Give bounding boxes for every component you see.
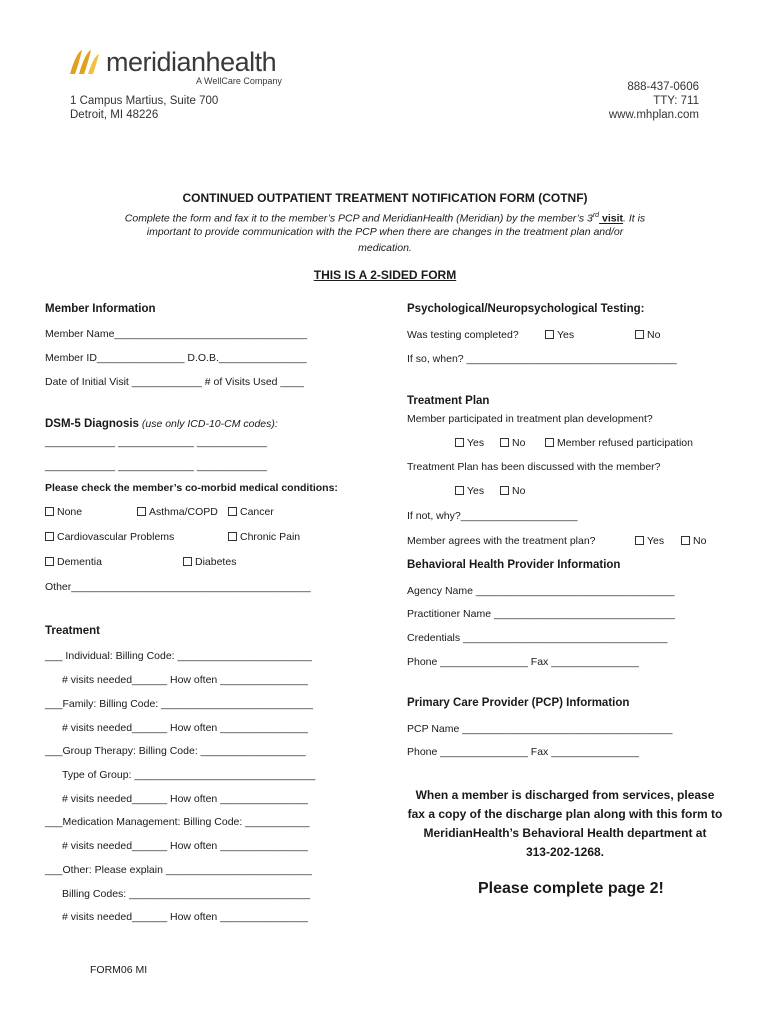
address-line-1: 1 Campus Martius, Suite 700 <box>70 95 219 107</box>
intro-text-end: . It is <box>623 212 646 225</box>
comorbid-other-field[interactable]: Other_________________________________________ <box>45 581 311 593</box>
intro-visit-emphasis: visit <box>599 212 624 225</box>
treatment-group-visits-field[interactable]: # visits needed______ How often _______________ <box>62 793 308 805</box>
checkbox-icon <box>545 330 554 339</box>
provider-heading: Behavioral Health Provider Information <box>407 559 621 571</box>
checkbox-label: Cardiovascular Problems <box>57 531 175 543</box>
checkbox-icon <box>635 536 644 545</box>
treatment-individual-visits-field[interactable]: # visits needed______ How often _______________ <box>62 674 308 686</box>
plan-discussed-question: Treatment Plan has been discussed with the member? <box>407 461 661 473</box>
meridian-logo-icon <box>66 46 106 78</box>
address-line-2: Detroit, MI 48226 <box>70 109 159 121</box>
plan-discussed-yes-checkbox[interactable] <box>455 485 484 497</box>
discharge-line-1: When a member is discharged from services, please <box>415 788 715 802</box>
discharge-line-2: fax a copy of the discharge plan along with this form to <box>407 807 723 821</box>
member-name-field[interactable]: Member Name_________________________________ <box>45 328 308 340</box>
treatment-family-visits-field[interactable]: # visits needed______ How often _______________ <box>62 722 308 734</box>
logo-text-meridian: meridian <box>106 47 206 77</box>
plan-participation-question: Member participated in treatment plan development? <box>407 413 653 425</box>
form-code: FORM06 MI <box>90 964 148 976</box>
website-link[interactable]: www.mhplan.com <box>608 109 699 121</box>
form-title: CONTINUED OUTPATIENT TREATMENT NOTIFICATION FORM (COTNF) <box>182 191 588 205</box>
logo-text-health: health <box>205 47 277 77</box>
checkbox-label: Dementia <box>57 556 102 568</box>
checkbox-icon <box>455 486 464 495</box>
testing-question: Was testing completed? <box>407 329 519 341</box>
checkbox-label: No <box>693 535 707 547</box>
checkbox-icon <box>500 438 509 447</box>
treatment-other-field[interactable]: ___Other: Please explain _________________________ <box>45 864 312 876</box>
checkbox-icon <box>545 438 554 447</box>
comorbid-cardio-checkbox[interactable] <box>45 531 174 543</box>
member-info-heading: Member Information <box>45 303 156 315</box>
checkbox-label: None <box>57 506 83 518</box>
testing-yes-checkbox[interactable] <box>545 329 574 341</box>
checkbox-icon <box>228 507 237 516</box>
testing-when-field[interactable]: If so, when? ____________________________________ <box>407 353 677 365</box>
testing-heading: Psychological/Neuropsychological Testing: <box>407 303 645 315</box>
discharge-line-3: MeridianHealth’s Behavioral Health department at <box>423 826 707 840</box>
checkbox-label: Member refused participation <box>557 437 693 449</box>
checkbox-label: No <box>647 329 661 341</box>
tty-number: TTY: 711 <box>653 95 699 107</box>
discharge-notice <box>400 786 730 862</box>
treatment-plan-heading: Treatment Plan <box>407 395 490 407</box>
checkbox-label: Diabetes <box>195 556 237 568</box>
complete-page-2-notice: Please complete page 2! <box>478 880 664 897</box>
intro-text: Complete the form and fax it to the member’s PCP and MeridianHealth (Meridian) by the member’s 3 <box>124 212 593 225</box>
checkbox-label: Yes <box>647 535 665 547</box>
checkbox-icon <box>137 507 146 516</box>
plan-agree-no-checkbox[interactable] <box>681 535 706 547</box>
provider-agency-field[interactable]: Agency Name __________________________________ <box>407 585 675 597</box>
plan-why-field[interactable]: If not, why?____________________ <box>407 510 578 522</box>
checkbox-icon <box>45 557 54 566</box>
checkbox-icon <box>635 330 644 339</box>
plan-agree-yes-checkbox[interactable] <box>635 535 664 547</box>
provider-phone-fax-field[interactable]: Phone _______________ Fax _______________ <box>407 656 639 668</box>
checkbox-icon <box>45 532 54 541</box>
plan-discussed-no-checkbox[interactable] <box>500 485 525 497</box>
initial-visit-field[interactable]: Date of Initial Visit ____________ # of Visits Used ____ <box>45 376 304 388</box>
checkbox-icon <box>45 507 54 516</box>
member-id-dob-field[interactable]: Member ID_______________ D.O.B._______________ <box>45 352 307 364</box>
treatment-group-field[interactable]: ___Group Therapy: Billing Code: __________________ <box>45 745 306 757</box>
checkbox-label: Yes <box>467 437 485 449</box>
treatment-group-type-field[interactable]: Type of Group: _______________________________ <box>62 769 316 781</box>
treatment-medication-field[interactable]: ___Medication Management: Billing Code: ___________ <box>45 816 310 828</box>
plan-participation-no-checkbox[interactable] <box>500 437 525 449</box>
treatment-other-visits-field[interactable]: # visits needed______ How often _______________ <box>62 911 308 923</box>
plan-participation-yes-checkbox[interactable] <box>455 437 484 449</box>
logo-tagline: A WellCare Company <box>196 76 282 86</box>
treatment-heading: Treatment <box>45 625 100 637</box>
provider-credentials-field[interactable]: Credentials ___________________________________ <box>407 632 668 644</box>
comorbid-asthma-checkbox[interactable] <box>137 506 218 518</box>
comorbid-pain-checkbox[interactable] <box>228 531 300 543</box>
plan-agree-question: Member agrees with the treatment plan? <box>407 535 596 547</box>
logo-wordmark <box>106 47 276 78</box>
checkbox-label: No <box>512 485 526 497</box>
provider-practitioner-field[interactable]: Practitioner Name _______________________________ <box>407 608 675 620</box>
checkbox-icon <box>455 438 464 447</box>
treatment-individual-field[interactable]: ___ Individual: Billing Code: _______________________ <box>45 650 312 662</box>
treatment-medication-visits-field[interactable]: # visits needed______ How often _______________ <box>62 840 308 852</box>
phone-number: 888-437-0606 <box>627 81 699 93</box>
comorbid-none-checkbox[interactable] <box>45 506 82 518</box>
comorbid-dementia-checkbox[interactable] <box>45 556 102 568</box>
pcp-phone-fax-field[interactable]: Phone _______________ Fax _______________ <box>407 746 639 758</box>
intro-line-3: medication. <box>358 242 412 254</box>
checkbox-label: Cancer <box>240 506 274 518</box>
dsm-note: (use only ICD-10-CM codes): <box>138 418 278 430</box>
comorbid-cancer-checkbox[interactable] <box>228 506 274 518</box>
checkbox-icon <box>681 536 690 545</box>
checkbox-label: No <box>512 437 526 449</box>
checkbox-icon <box>500 486 509 495</box>
intro-superscript: rd <box>592 212 600 219</box>
comorbid-heading: Please check the member’s co-morbid medical conditions: <box>45 482 338 494</box>
checkbox-icon <box>228 532 237 541</box>
dsm-codes-row-2[interactable]: ____________ _____________ ____________ <box>45 460 267 472</box>
checkbox-label: Yes <box>467 485 485 497</box>
checkbox-label: Yes <box>557 329 575 341</box>
two-sided-notice: THIS IS A 2-SIDED FORM <box>313 268 457 282</box>
dsm-heading <box>45 418 278 430</box>
treatment-family-field[interactable]: ___Family: Billing Code: __________________________ <box>45 698 313 710</box>
treatment-other-codes-field[interactable]: Billing Codes: _______________________________ <box>62 888 311 900</box>
dsm-codes-row-1[interactable]: ____________ _____________ ____________ <box>45 436 267 448</box>
dsm-heading-label: DSM-5 Diagnosis <box>45 418 139 430</box>
checkbox-label: Chronic Pain <box>240 531 301 543</box>
pcp-heading: Primary Care Provider (PCP) Information <box>407 697 630 709</box>
checkbox-label: Asthma/COPD <box>149 506 218 518</box>
discharge-line-4: 313-202-1268. <box>525 845 605 859</box>
intro-line-2: important to provide communication with the PCP when there are changes in the treatment plan and/or <box>146 226 624 238</box>
pcp-name-field[interactable]: PCP Name ____________________________________ <box>407 723 673 735</box>
plan-refused-checkbox[interactable] <box>545 437 693 449</box>
testing-no-checkbox[interactable] <box>635 329 660 341</box>
checkbox-icon <box>183 557 192 566</box>
comorbid-diabetes-checkbox[interactable] <box>183 556 236 568</box>
